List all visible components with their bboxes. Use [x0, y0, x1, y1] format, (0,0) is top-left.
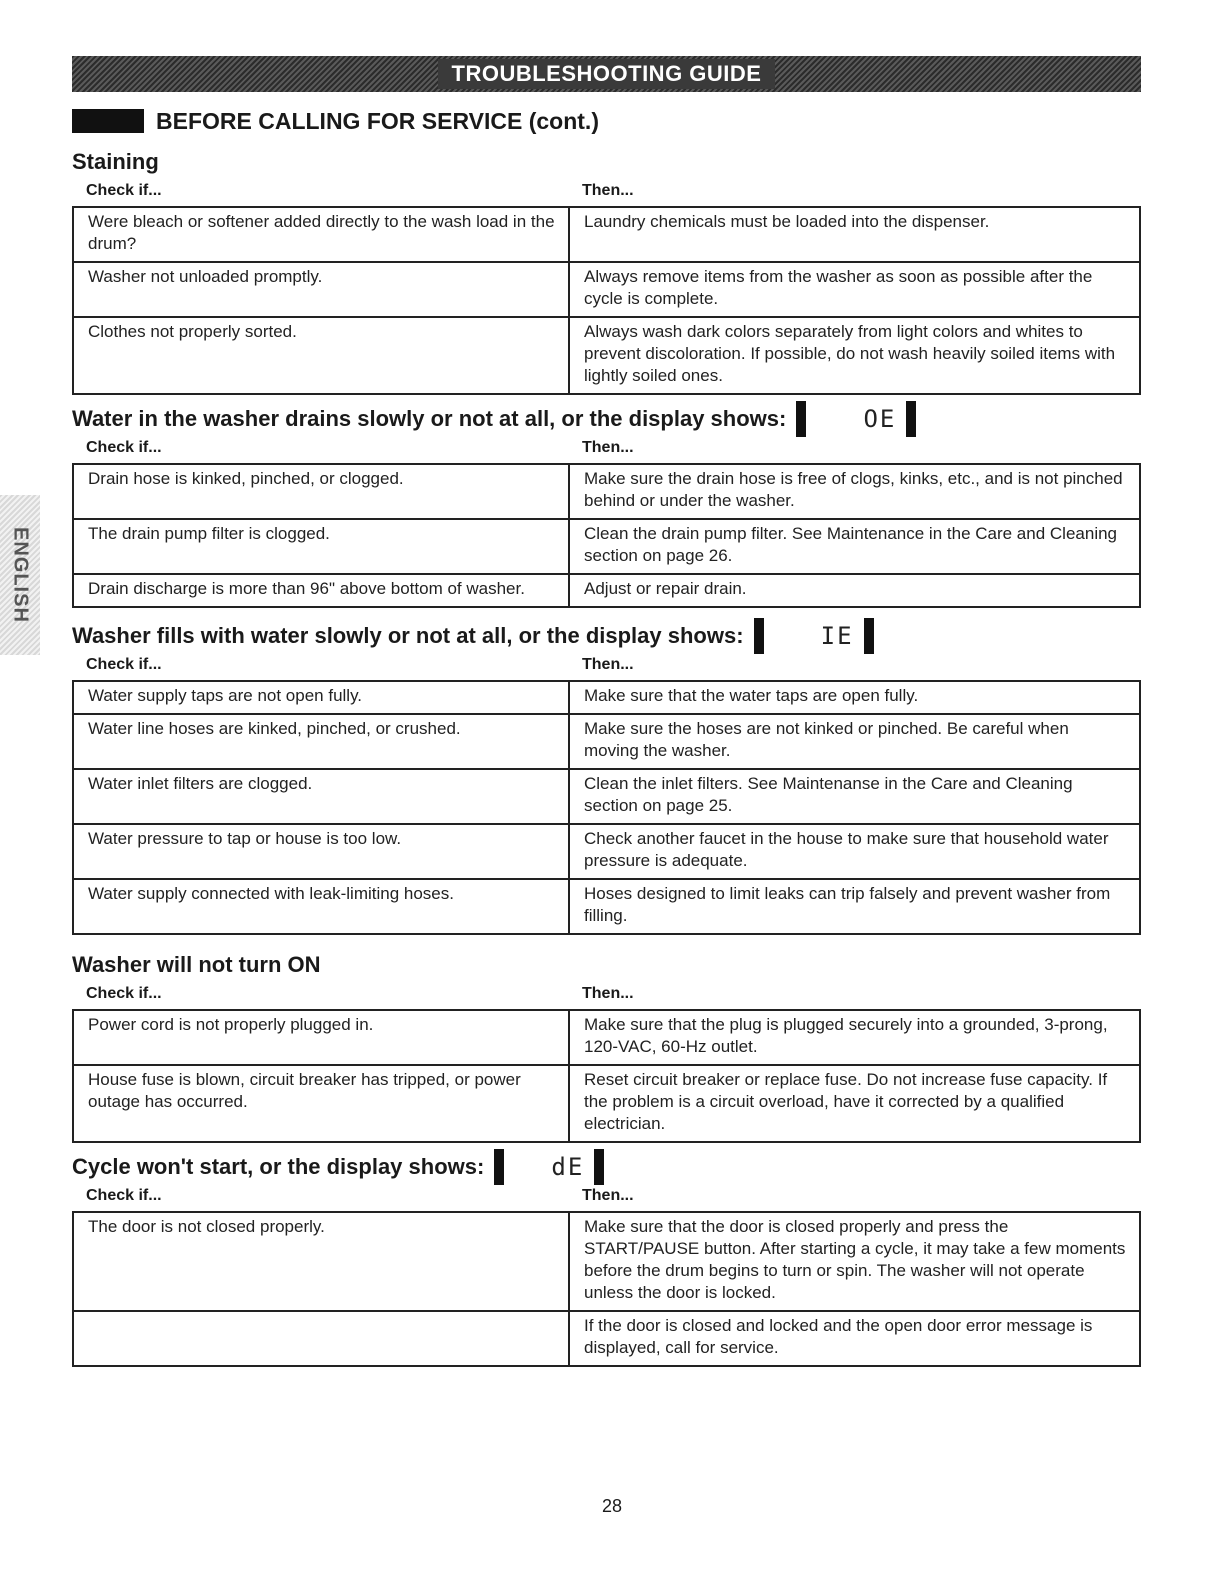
trouble-group	[72, 144, 1141, 395]
check-if-header: Check if...	[86, 656, 162, 673]
language-tab-label: ENGLISH	[9, 527, 32, 623]
then-cell: Adjust or repair drain.	[569, 574, 1140, 607]
then-cell: Always remove items from the washer as soon as possible after the cycle is complete.	[569, 262, 1140, 317]
display-code-text: OE	[863, 405, 897, 433]
heading-marker-block	[72, 109, 144, 133]
group-title-text: Water in the washer drains slowly or not at all, or the display shows:	[72, 406, 787, 431]
check-cell: Water line hoses are kinked, pinched, or crushed.	[73, 714, 569, 769]
section-heading	[72, 104, 1141, 138]
check-cell: Washer not unloaded promptly.	[73, 262, 569, 317]
check-cell: Clothes not properly sorted.	[73, 317, 569, 394]
section-banner	[72, 56, 1141, 92]
check-cell: House fuse is blown, circuit breaker has tripped, or power outage has occurred.	[73, 1065, 569, 1142]
check-if-header: Check if...	[86, 985, 162, 1002]
display-code-text: IE	[820, 622, 854, 650]
check-cell: The door is not closed properly.	[73, 1212, 569, 1311]
page-number: 28	[601, 1496, 623, 1516]
then-header: Then...	[582, 656, 634, 673]
then-cell: Clean the drain pump filter. See Maintenance in the Care and Cleaning section on page 26.	[569, 519, 1140, 574]
trouble-table	[72, 463, 1141, 608]
then-cell: Reset circuit breaker or replace fuse. Do not increase fuse capacity. If the problem is a circuit overload, have it corrected by a qualified electrician.	[569, 1065, 1140, 1142]
table-row	[73, 207, 1140, 262]
table-row	[73, 317, 1140, 394]
check-if-header: Check if...	[86, 182, 162, 199]
table-row	[73, 464, 1140, 519]
check-cell: Water supply connected with leak-limiting hoses.	[73, 879, 569, 934]
then-header: Then...	[582, 1187, 634, 1204]
display-code	[754, 618, 874, 654]
table-row	[73, 1010, 1140, 1065]
then-cell: Make sure the hoses are not kinked or pinched. Be careful when moving the washer.	[569, 714, 1140, 769]
main-content	[72, 104, 1141, 1367]
group-title	[72, 618, 1141, 654]
then-cell: Make sure that the door is closed properly and press the START/PAUSE button. After starting a cycle, it may take a few moments before the drum begins to turn or spin. The washer will not operate unless the door is locked.	[569, 1212, 1140, 1311]
check-cell: Water supply taps are not open fully.	[73, 681, 569, 714]
then-cell: Make sure the drain hose is free of clogs, kinks, etc., and is not pinched behind or under the washer.	[569, 464, 1140, 519]
then-cell: Always wash dark colors separately from light colors and whites to prevent discoloration. If possible, do not wash heavily soiled items with lightly soiled ones.	[569, 317, 1140, 394]
display-code-text: dE	[551, 1153, 585, 1181]
then-cell: Laundry chemicals must be loaded into the dispenser.	[569, 207, 1140, 262]
then-cell: Hoses designed to limit leaks can trip falsely and prevent washer from filling.	[569, 879, 1140, 934]
trouble-group	[72, 1149, 1141, 1367]
table-row	[73, 714, 1140, 769]
table-row	[73, 262, 1140, 317]
table-row	[73, 1212, 1140, 1311]
column-headers	[72, 437, 1141, 459]
check-if-header: Check if...	[86, 1187, 162, 1204]
group-title-text: Washer fills with water slowly or not at all, or the display shows:	[72, 623, 744, 648]
display-code	[494, 1149, 604, 1185]
display-code	[796, 401, 916, 437]
table-row	[73, 879, 1140, 934]
trouble-table	[72, 206, 1141, 395]
table-row	[73, 574, 1140, 607]
trouble-group	[72, 401, 1141, 608]
column-headers	[72, 180, 1141, 202]
trouble-table	[72, 680, 1141, 935]
then-cell: If the door is closed and locked and the open door error message is displayed, call for service.	[569, 1311, 1140, 1366]
table-row	[73, 824, 1140, 879]
then-cell: Make sure that the water taps are open fully.	[569, 681, 1140, 714]
table-row	[73, 769, 1140, 824]
troubleshooting-groups	[72, 144, 1141, 1367]
check-cell: Water pressure to tap or house is too low.	[73, 824, 569, 879]
trouble-table	[72, 1009, 1141, 1143]
trouble-group	[72, 947, 1141, 1143]
group-title	[72, 1149, 1141, 1185]
trouble-table	[72, 1211, 1141, 1367]
group-title	[72, 401, 1141, 437]
group-title	[72, 947, 1141, 983]
column-headers	[72, 1185, 1141, 1207]
then-cell: Clean the inlet filters. See Maintenanse in the Care and Cleaning section on page 25.	[569, 769, 1140, 824]
check-cell: The drain pump filter is clogged.	[73, 519, 569, 574]
language-tab	[0, 495, 40, 655]
check-cell: Drain hose is kinked, pinched, or clogged.	[73, 464, 569, 519]
table-row	[73, 681, 1140, 714]
check-cell: Drain discharge is more than 96" above bottom of washer.	[73, 574, 569, 607]
table-row	[73, 519, 1140, 574]
check-cell: Power cord is not properly plugged in.	[73, 1010, 569, 1065]
section-title: BEFORE CALLING FOR SERVICE (cont.)	[156, 107, 599, 134]
banner-title: TROUBLESHOOTING GUIDE	[438, 59, 776, 89]
check-if-header: Check if...	[86, 439, 162, 456]
trouble-group	[72, 618, 1141, 935]
group-title-text: Washer will not turn ON	[72, 952, 321, 977]
group-title-text: Staining	[72, 149, 159, 174]
check-cell: Water inlet filters are clogged.	[73, 769, 569, 824]
table-row	[73, 1311, 1140, 1366]
group-title-text: Cycle won't start, or the display shows:	[72, 1154, 485, 1179]
column-headers	[72, 983, 1141, 1005]
group-title	[72, 144, 1141, 180]
column-headers	[72, 654, 1141, 676]
then-header: Then...	[582, 182, 634, 199]
then-header: Then...	[582, 985, 634, 1002]
then-cell: Make sure that the plug is plugged securely into a grounded, 3-prong, 120-VAC, 60-Hz outlet.	[569, 1010, 1140, 1065]
check-cell: Were bleach or softener added directly to the wash load in the drum?	[73, 207, 569, 262]
check-cell	[73, 1311, 569, 1366]
then-header: Then...	[582, 439, 634, 456]
table-row	[73, 1065, 1140, 1142]
then-cell: Check another faucet in the house to make sure that household water pressure is adequate.	[569, 824, 1140, 879]
